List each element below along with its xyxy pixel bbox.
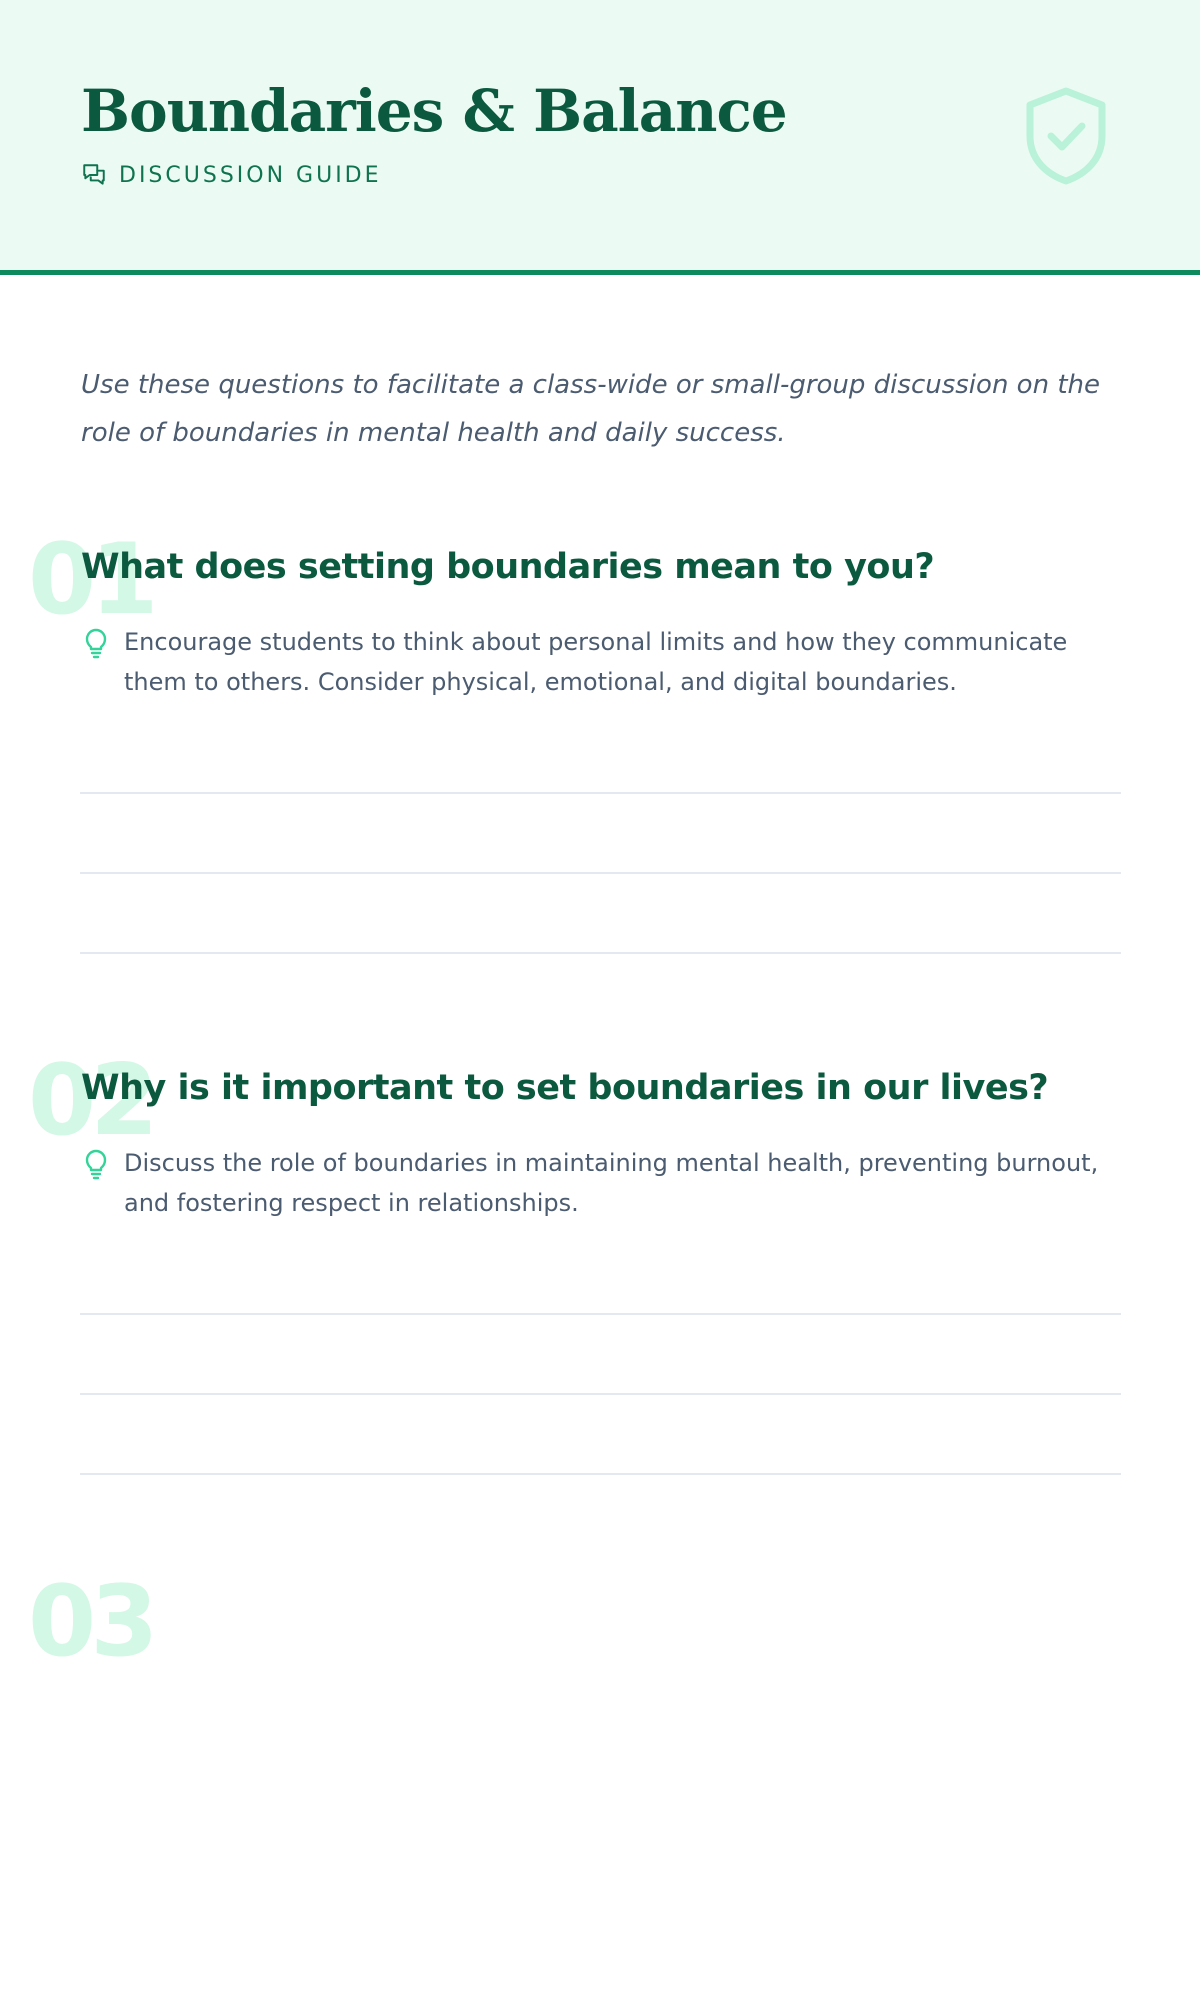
chat-bubbles-icon	[81, 162, 107, 188]
question-number: 02	[28, 1044, 153, 1158]
question-number: 01	[28, 523, 153, 637]
answer-line[interactable]	[80, 952, 1121, 954]
question-number: 03	[28, 1565, 153, 1679]
intro-text: Use these questions to facilitate a class-wide or small-group discussion on the role of boundaries in mental health and daily success.	[81, 370, 1101, 448]
lightbulb-icon	[84, 1149, 108, 1181]
question-title: Why is it important to set boundaries in our lives?	[81, 1068, 1049, 1108]
answer-line[interactable]	[80, 792, 1121, 794]
answer-line[interactable]	[80, 1313, 1121, 1315]
hint-text: Discuss the role of boundaries in maintaining mental health, preventing burnout, and fostering respect in relationships.	[124, 1149, 1099, 1217]
question-card	[0, 1565, 1200, 2004]
shield-check-icon	[1022, 86, 1110, 186]
page-title: Boundaries & Balance	[81, 77, 787, 145]
answer-line[interactable]	[80, 872, 1121, 874]
question-hint	[84, 1143, 1124, 1223]
question-hint	[84, 622, 1124, 702]
question-card	[0, 1044, 1200, 1483]
hint-text: Encourage students to think about personal limits and how they communicate them to others. Consider physical, emotional, and digital boundaries.	[124, 628, 1068, 696]
header	[0, 0, 1200, 275]
subtitle-label: DISCUSSION GUIDE	[119, 162, 382, 188]
answer-line[interactable]	[80, 1393, 1121, 1395]
lightbulb-icon	[84, 628, 108, 660]
answer-line[interactable]	[80, 1473, 1121, 1475]
question-card	[0, 523, 1200, 962]
question-title: What does setting boundaries mean to you?	[81, 547, 935, 587]
subtitle	[81, 162, 382, 188]
